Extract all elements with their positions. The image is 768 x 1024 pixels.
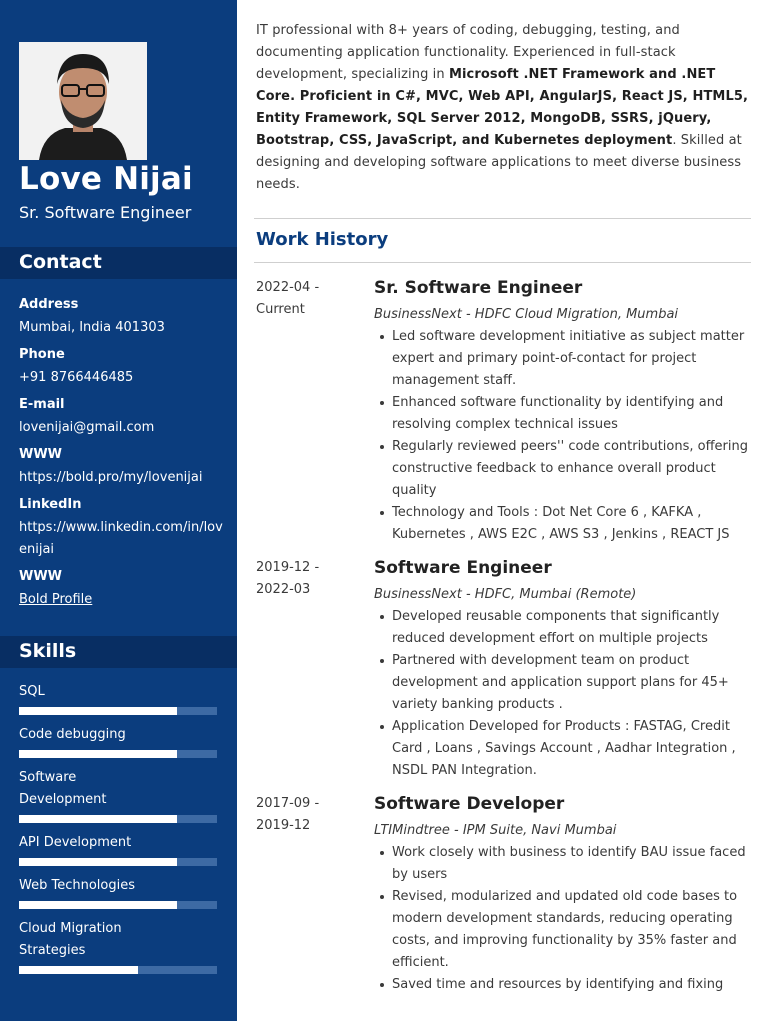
skill-name: Cloud Migration Strategies — [19, 921, 122, 958]
job-company: LTIMindtree - IPM Suite, Navi Mumbai — [374, 823, 617, 838]
skill-bar-fill — [19, 707, 177, 715]
work-history-heading: Work History — [256, 229, 389, 250]
skills-heading: Skills — [19, 640, 77, 662]
job-title: Sr. Software Engineer — [374, 278, 583, 298]
contact-value-phone: +91 8766446485 — [19, 370, 134, 385]
skill-name: API Development — [19, 835, 132, 850]
job-dates — [256, 557, 356, 601]
profile-title: Sr. Software Engineer — [19, 203, 192, 222]
contact-label-www-2: WWW — [19, 569, 63, 584]
contact-heading: Contact — [19, 251, 102, 273]
contact-value-linkedin: https://www.linkedin.com/in/lovenijai — [19, 520, 223, 557]
contact-label-address: Address — [19, 297, 79, 312]
job-date-end: 2019-12 — [256, 818, 311, 833]
job-dates — [256, 793, 356, 837]
list-item: Work closely with business to identify BAU issue faced by users — [392, 842, 752, 886]
skill-bar — [19, 901, 217, 909]
skill-bar — [19, 750, 217, 758]
skill-bar-fill — [19, 815, 177, 823]
skill-name: Code debugging — [19, 727, 126, 742]
job-company: BusinessNext - HDFC Cloud Migration, Mumbai — [374, 307, 679, 322]
job-bullets — [374, 606, 752, 782]
contact-label-email: E-mail — [19, 397, 65, 412]
bold-profile-link[interactable]: Bold Profile — [19, 592, 93, 607]
list-item: Regularly reviewed peers'' code contributions, offering constructive feedback to enhance overall product quality — [392, 436, 752, 502]
contact-label-www: WWW — [19, 447, 63, 462]
skill-name: Software Development — [19, 770, 107, 807]
job-date-end: Current — [256, 302, 305, 317]
sidebar — [0, 0, 237, 1021]
skill-bar-fill — [19, 966, 138, 974]
job-company: BusinessNext - HDFC, Mumbai (Remote) — [374, 587, 637, 602]
skill-name: Web Technologies — [19, 878, 135, 893]
job-details — [374, 557, 752, 782]
contact-label-phone: Phone — [19, 347, 65, 362]
summary-skills-bold: Microsoft .NET Framework and .NET Core. Proficient in C#, MVC, Web API, AngularJS, React JS, HTML5, Entity Framework, SQL Server 2012, MongoDB, SSRS, jQuery, Bootstrap, CSS, JavaScript, and Kubernetes deployment — [256, 67, 749, 148]
list-item: Enhanced software functionality by identifying and resolving complex technical issues — [392, 392, 752, 436]
job-bullets — [374, 842, 752, 996]
job-title: Software Engineer — [374, 558, 552, 578]
list-item: Developed reusable components that significantly reduced development effort on multiple projects — [392, 606, 752, 650]
job-date-start: 2017-09 - — [256, 796, 320, 811]
contact-value-www: https://bold.pro/my/lovenijai — [19, 470, 203, 485]
contact-section — [19, 296, 229, 618]
contact-value-address: Mumbai, India 401303 — [19, 320, 165, 335]
job-bullets — [374, 326, 752, 546]
list-item: Led software development initiative as subject matter expert and primary point-of-contact for project management staff. — [392, 326, 752, 392]
skills-heading-bar — [0, 636, 237, 668]
job-date-start: 2019-12 - — [256, 560, 320, 575]
contact-value-email: lovenijai@gmail.com — [19, 420, 155, 435]
job-details — [374, 793, 752, 996]
professional-summary — [256, 20, 752, 196]
job-title: Software Developer — [374, 794, 565, 814]
list-item: Revised, modularized and updated old code bases to modern development standards, reducing operating costs, and improving functionality by 35% faster and efficient. — [392, 886, 752, 974]
list-item: Technology and Tools : Dot Net Core 6 , KAFKA , Kubernetes , AWS E2C , AWS S3 , Jenkins , REACT JS — [392, 502, 752, 546]
skill-bar — [19, 858, 217, 866]
job-date-end: 2022-03 — [256, 582, 311, 597]
skill-bar — [19, 966, 217, 974]
skills-section — [19, 681, 217, 983]
list-item: Application Developed for Products : FASTAG, Credit Card , Loans , Savings Account , Aadhar Integration , NSDL PAN Integration. — [392, 716, 752, 782]
summary-outro: . Skilled at designing and developing software applications to meet diverse business needs. — [256, 133, 742, 192]
skill-bar-fill — [19, 750, 177, 758]
job-details — [374, 277, 752, 546]
divider — [254, 262, 751, 263]
skill-bar — [19, 707, 217, 715]
contact-label-linkedin: LinkedIn — [19, 497, 82, 512]
summary-section — [256, 20, 752, 196]
list-item: Partnered with development team on product development and application support plans for 45+ variety banking products . — [392, 650, 752, 716]
avatar — [19, 42, 147, 160]
skill-bar — [19, 815, 217, 823]
job-dates — [256, 277, 356, 321]
skill-bar-fill — [19, 901, 177, 909]
divider — [254, 218, 751, 219]
job-date-start: 2022-04 - — [256, 280, 320, 295]
summary-intro: IT professional with 8+ years of coding, debugging, testing, and documenting application functionality. Experienced in full-stack development, specializing in — [256, 23, 680, 82]
contact-heading-bar — [0, 247, 237, 279]
skill-bar-fill — [19, 858, 177, 866]
skill-name: SQL — [19, 684, 45, 699]
list-item: Saved time and resources by identifying and fixing — [392, 974, 752, 996]
profile-name: Love Nijai — [19, 161, 193, 197]
profile-photo — [19, 42, 147, 160]
